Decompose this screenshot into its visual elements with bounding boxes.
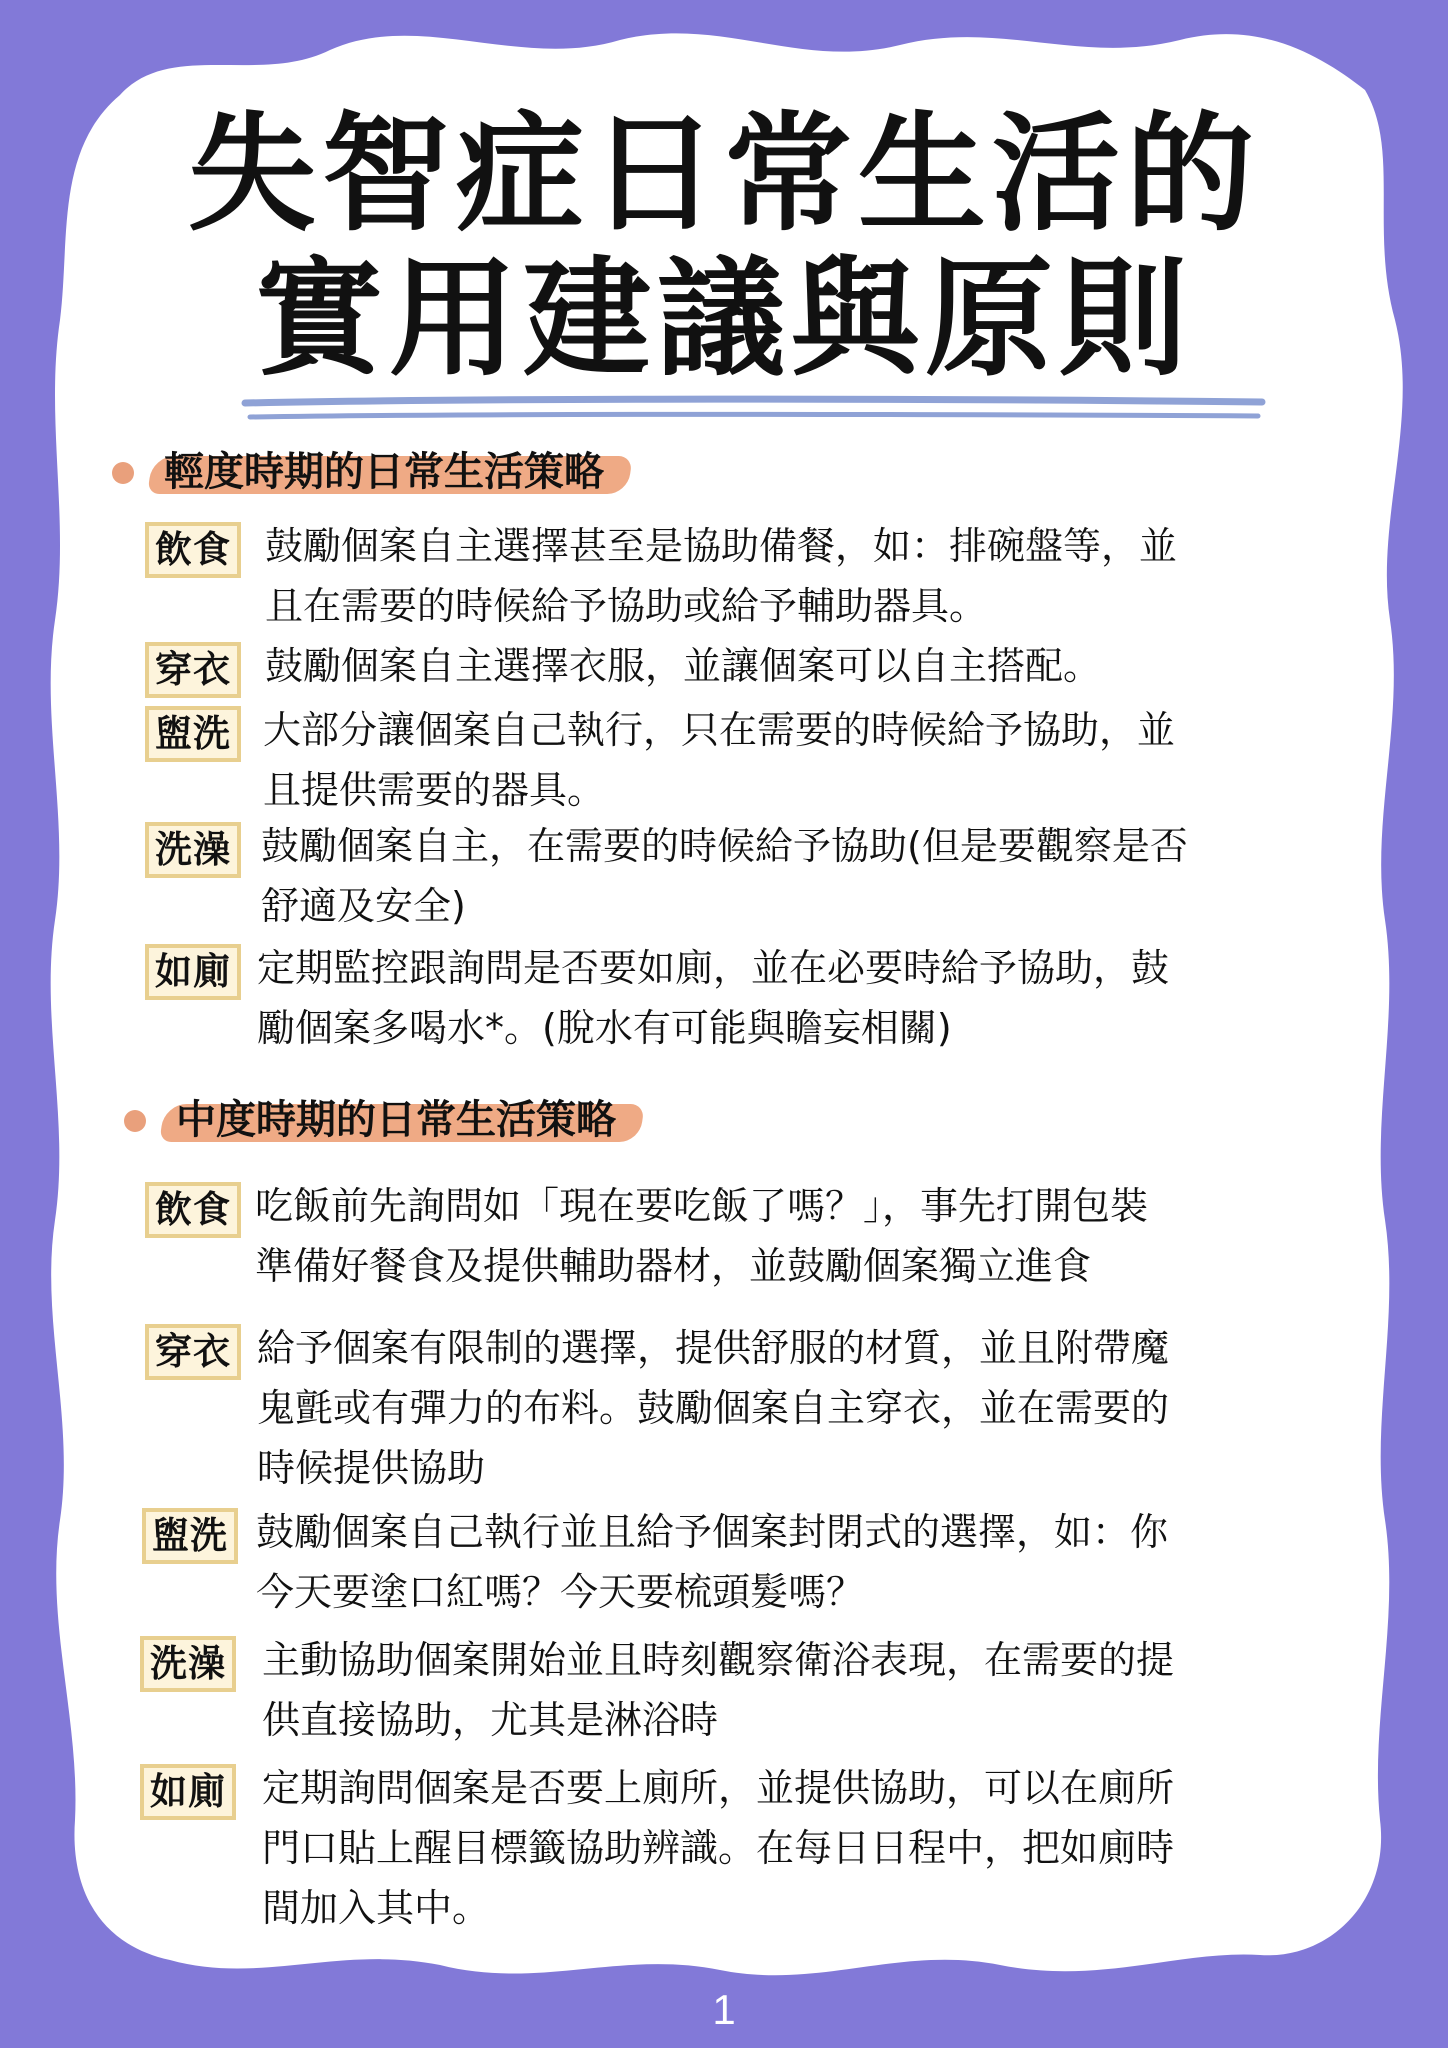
item-description: 給予個案有限制的選擇，提供舒服的材質，並且附帶魔 鬼氈或有彈力的布料。鼓勵個案自主穿衣，並在需要的 時候提供協助 — [257, 1326, 1170, 1490]
item-description: 吃飯前先詢問如「現在要吃飯了嗎？」，事先打開包裝 準備好餐食及提供輔助器材，並鼓勵個案獨立進食 — [255, 1184, 1149, 1288]
item-description: 大部分讓個案自己執行，只在需要的時候給予協助，並 且提供需要的器具。 — [263, 708, 1176, 812]
title-line-2: 實用建議與原則 — [254, 245, 1193, 394]
category-tag: 穿衣 — [145, 1324, 241, 1380]
category-tag: 洗澡 — [140, 1636, 236, 1692]
page-number: 1 — [712, 1986, 736, 2033]
category-tag: 盥洗 — [142, 1508, 238, 1564]
section-heading-mild — [112, 444, 672, 500]
item-description: 鼓勵個案自己執行並且給予個案封閉式的選擇，如：你 今天要塗口紅嗎？今天要梳頭髮嗎？ — [256, 1510, 1169, 1614]
item-description: 鼓勵個案自主選擇衣服，並讓個案可以自主搭配。 — [265, 644, 1102, 688]
category-tag: 穿衣 — [145, 642, 241, 698]
section-heading-text: 中度時期的日常生活策略 — [176, 1097, 616, 1143]
section-heading-moderate — [124, 1092, 684, 1148]
category-tag: 如廁 — [145, 944, 241, 1000]
item-description: 主動協助個案開始並且時刻觀察衛浴表現，在需要的提 供直接協助，尤其是淋浴時 — [262, 1638, 1175, 1742]
category-tag: 盥洗 — [145, 706, 241, 762]
item-description: 定期監控跟詢問是否要如廁，並在必要時給予協助，鼓 勵個案多喝水*。(脫水有可能與瞻妄相關) — [257, 946, 1170, 1050]
category-tag: 如廁 — [140, 1764, 236, 1820]
category-tag: 洗澡 — [145, 822, 241, 878]
item-description: 鼓勵個案自主，在需要的時候給予協助(但是要觀察是否 舒適及安全) — [261, 824, 1188, 928]
section-heading-text: 輕度時期的日常生活策略 — [164, 449, 604, 495]
title-line-1: 失智症日常生活的 — [187, 100, 1260, 249]
category-tag: 飲食 — [145, 522, 241, 578]
bullet-dot-icon — [124, 1110, 146, 1132]
category-tag: 飲食 — [145, 1182, 241, 1238]
bullet-dot-icon — [112, 462, 134, 484]
item-description: 鼓勵個案自主選擇甚至是協助備餐，如：排碗盤等，並 且在需要的時候給予協助或給予輔助器具。 — [265, 524, 1178, 628]
item-description: 定期詢問個案是否要上廁所，並提供協助，可以在廁所 門口貼上醒目標籤協助辨識。在每日日程中，把如廁時 間加入其中。 — [262, 1766, 1175, 1930]
